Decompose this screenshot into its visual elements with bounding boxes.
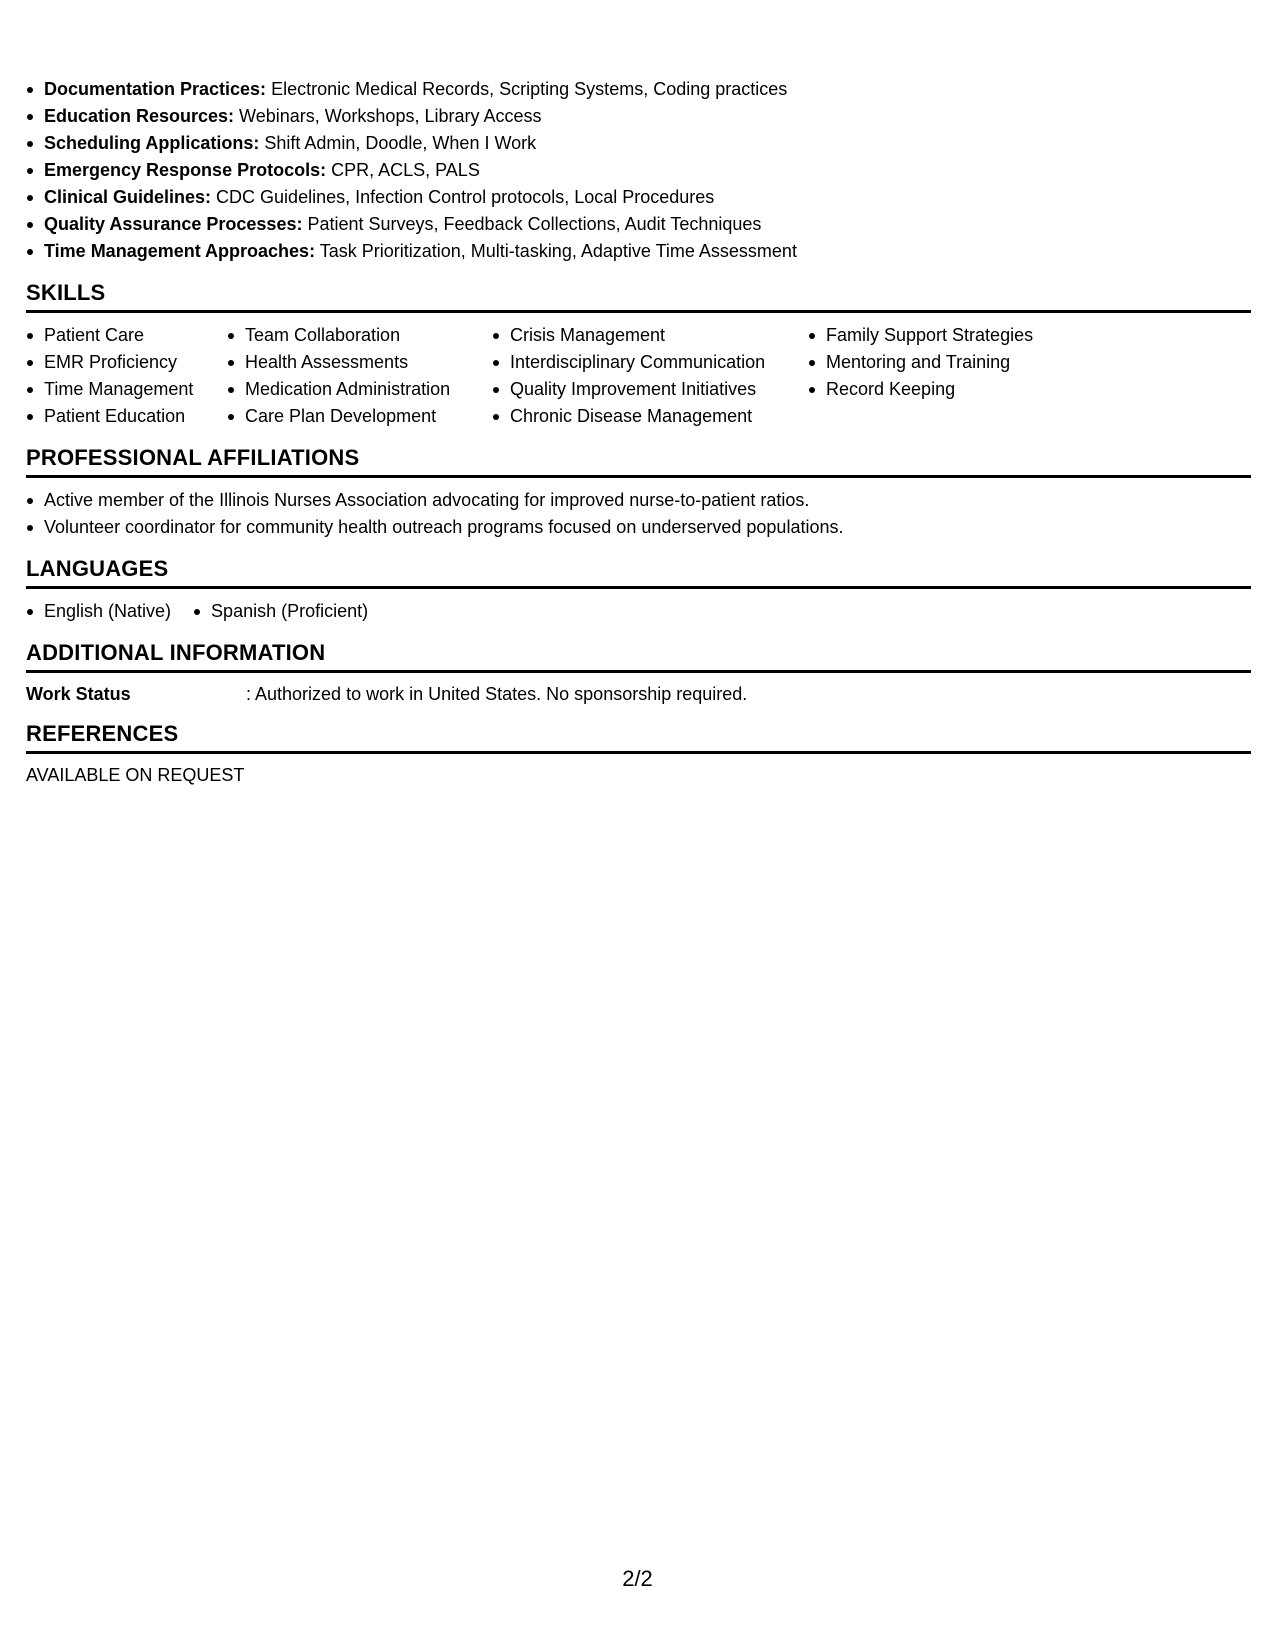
language-item: Spanish (Proficient) <box>193 598 368 625</box>
skill-item: Interdisciplinary Communication <box>492 349 808 376</box>
item-label: Scheduling Applications: <box>44 133 260 153</box>
skill-item: Family Support Strategies <box>808 322 1108 349</box>
skill-item: Mentoring and Training <box>808 349 1108 376</box>
languages-list <box>26 598 1251 625</box>
skill-item: Medication Administration <box>227 376 492 403</box>
work-status-row <box>26 682 1251 706</box>
affiliation-item: Volunteer coordinator for community health outreach programs focused on underserved populations. <box>26 514 1251 541</box>
skill-item: Patient Education <box>26 403 227 430</box>
skill-item: Care Plan Development <box>227 403 492 430</box>
item-text: CDC Guidelines, Infection Control protocols, Local Procedures <box>211 187 715 207</box>
item-label: Time Management Approaches: <box>44 241 316 261</box>
resume-page <box>26 76 1251 787</box>
item-text: CPR, ACLS, PALS <box>326 160 480 180</box>
skills-column <box>808 322 1108 430</box>
item-label: Emergency Response Protocols: <box>44 160 327 180</box>
item-label: Documentation Practices: <box>44 79 267 99</box>
skill-item: Crisis Management <box>492 322 808 349</box>
skill-item: Time Management <box>26 376 227 403</box>
affiliation-item: Active member of the Illinois Nurses Association advocating for improved nurse-to-patient ratios. <box>26 487 1251 514</box>
language-item: English (Native) <box>26 598 171 625</box>
skill-item: Quality Improvement Initiatives <box>492 376 808 403</box>
list-item <box>26 184 1251 211</box>
skill-item: Team Collaboration <box>227 322 492 349</box>
skills-column <box>26 322 227 430</box>
skill-item: EMR Proficiency <box>26 349 227 376</box>
work-status-value: : Authorized to work in United States. No sponsorship required. <box>246 684 748 704</box>
skill-item: Record Keeping <box>808 376 1108 403</box>
skill-item: Health Assessments <box>227 349 492 376</box>
tools-list <box>26 76 1251 265</box>
list-item <box>26 238 1251 265</box>
skill-item: Chronic Disease Management <box>492 403 808 430</box>
additional-info-section <box>26 639 1251 706</box>
list-item <box>26 130 1251 157</box>
references-text: AVAILABLE ON REQUEST <box>26 765 245 785</box>
languages-section <box>26 555 1251 625</box>
skills-column <box>492 322 808 430</box>
item-text: Task Prioritization, Multi-tasking, Adaptive Time Assessment <box>315 241 797 261</box>
page-number: 2/2 <box>622 1566 653 1591</box>
section-title-references: REFERENCES <box>26 720 1251 754</box>
skills-grid <box>26 322 1251 430</box>
list-item <box>26 103 1251 130</box>
work-status-label: Work Status <box>26 684 131 704</box>
section-title-affiliations: PROFESSIONAL AFFILIATIONS <box>26 444 1251 478</box>
section-title-skills: SKILLS <box>26 279 1251 313</box>
affiliations-list <box>26 487 1251 541</box>
skills-column <box>227 322 492 430</box>
list-item <box>26 76 1251 103</box>
list-item <box>26 157 1251 184</box>
list-item <box>26 211 1251 238</box>
item-text: Patient Surveys, Feedback Collections, Audit Techniques <box>302 214 762 234</box>
skill-item: Patient Care <box>26 322 227 349</box>
item-label: Education Resources: <box>44 106 235 126</box>
section-title-languages: LANGUAGES <box>26 555 1251 589</box>
item-text: Electronic Medical Records, Scripting Systems, Coding practices <box>266 79 788 99</box>
item-label: Clinical Guidelines: <box>44 187 212 207</box>
skills-section <box>26 279 1251 430</box>
item-text: Webinars, Workshops, Library Access <box>234 106 542 126</box>
section-title-additional: ADDITIONAL INFORMATION <box>26 639 1251 673</box>
references-section <box>26 720 1251 787</box>
affiliations-section <box>26 444 1251 541</box>
item-label: Quality Assurance Processes: <box>44 214 303 234</box>
item-text: Shift Admin, Doodle, When I Work <box>259 133 537 153</box>
